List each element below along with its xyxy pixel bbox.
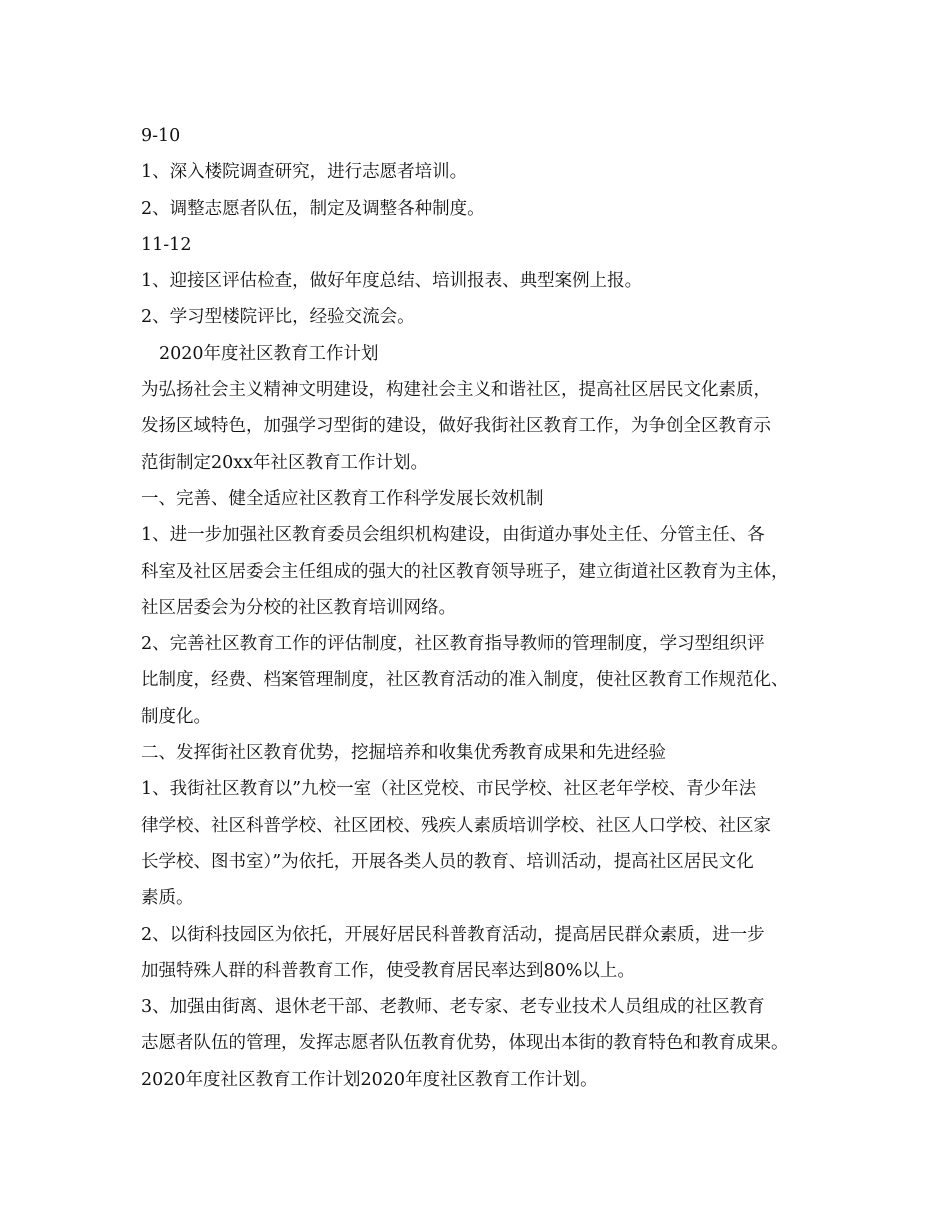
text-line: 1、迎接区评估检查，做好年度总结、培训报表、典型案例上报。 [141, 271, 643, 292]
document-title: 2020年度社区教育工作计划 [159, 343, 379, 364]
document-body [141, 118, 831, 1098]
paragraph-line: 为弘扬社会主义精神文明建设，构建社会主义和谐社区，提高社区居民文化素质， [141, 380, 771, 401]
closing-line: 2020年度社区教育工作计划2020年度社区教育工作计划。 [141, 1069, 598, 1090]
section-heading-11-12: 11-12 [141, 234, 192, 255]
paragraph-line: 社区居委会为分校的社区教育培训网络。 [141, 597, 456, 618]
paragraph-line: 加强特殊人群的科普教育工作，使受教育居民率达到80%以上。 [141, 960, 635, 981]
section-heading-9-10: 9-10 [141, 126, 181, 146]
paragraph-line: 比制度，经费、档案管理制度，社区教育活动的准入制度，使社区教育工作规范化、 [141, 670, 789, 691]
text-line: 1、深入楼院调查研究，进行志愿者培训。 [141, 162, 468, 183]
section-heading-two: 二、发挥街社区教育优势，挖掘培养和收集优秀教育成果和先进经验 [141, 743, 666, 764]
paragraph-line: 范街制定20xx年社区教育工作计划。 [141, 452, 429, 473]
paragraph-line: 律学校、社区科普学校、社区团校、残疾人素质培训学校、社区人口学校、社区家 [141, 815, 771, 836]
paragraph-line: 制度化。 [141, 706, 211, 727]
paragraph-line: 长学校、图书室）”为依托，开展各类人员的教育、培训活动，提高社区居民文化 [141, 851, 754, 872]
paragraph-line: 1、进一步加强社区教育委员会组织机构建设，由街道办事处主任、分管主任、各 [141, 525, 765, 546]
text-line: 2、学习型楼院评比，经验交流会。 [141, 307, 415, 328]
paragraph-line: 发扬区域特色，加强学习型街的建设，做好我街社区教育工作，为争创全区教育示 [141, 416, 771, 437]
text-line: 2、调整志愿者队伍，制定及调整各种制度。 [141, 198, 485, 219]
paragraph-line: 2、以街科技园区为依托，开展好居民科普教育活动，提高居民群众素质，进一步 [141, 924, 765, 945]
paragraph-line: 志愿者队伍的管理，发挥志愿者队伍教育优势，体现出本街的教育特色和教育成果。 [141, 1033, 789, 1054]
paragraph-line: 2、完善社区教育工作的评估制度，社区教育指导教师的管理制度，学习型组织评 [141, 634, 765, 655]
paragraph-line: 1、我街社区教育以”九校一室（社区党校、市民学校、社区老年学校、青少年法 [141, 779, 757, 800]
section-heading-one: 一、完善、健全适应社区教育工作科学发展长效机制 [141, 488, 544, 509]
paragraph-line: 3、加强由街离、退休老干部、老教师、老专家、老专业技术人员组成的社区教育 [141, 997, 765, 1018]
paragraph-line: 科室及社区居委会主任组成的强大的社区教育领导班子，建立街道社区教育为主体， [141, 561, 789, 582]
paragraph-line: 素质。 [141, 888, 194, 909]
